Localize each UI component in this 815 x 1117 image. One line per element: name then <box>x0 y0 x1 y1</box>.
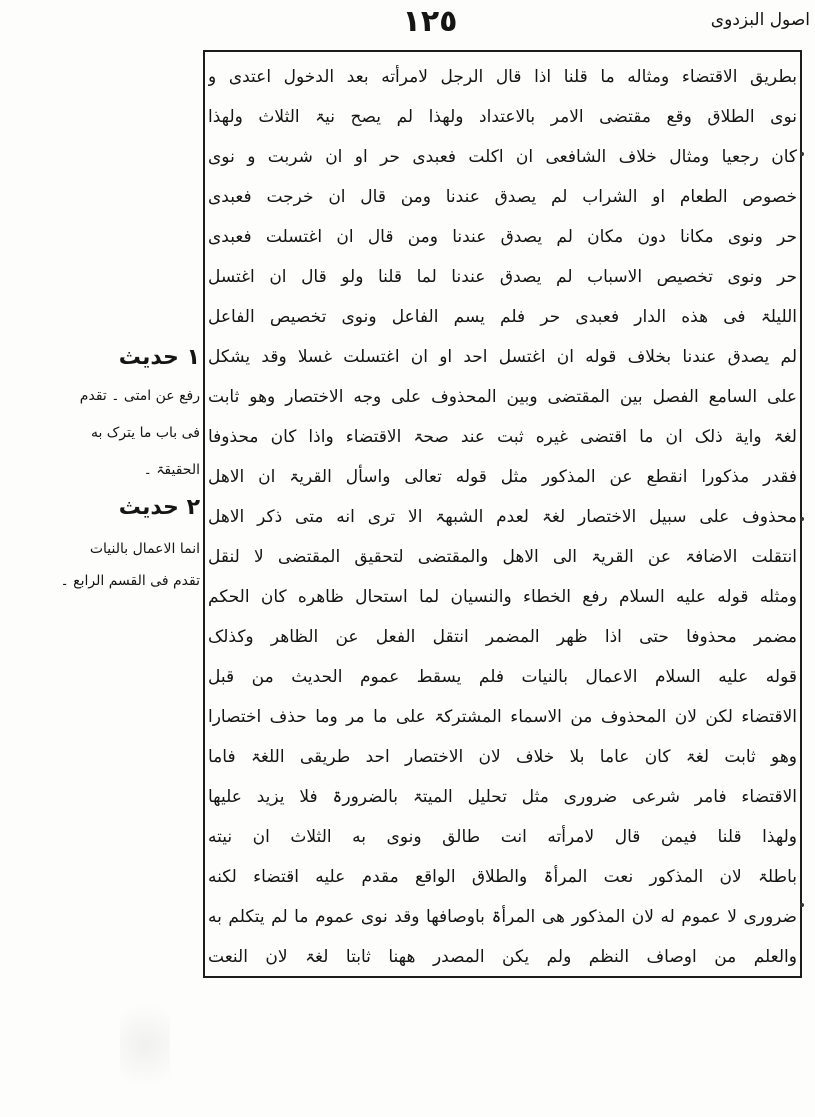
text-line: لم یصدق عندنا بخلاف قوله ان اغتسل احد او ان اغتسلت غسلا وقد یشکل <box>208 347 797 367</box>
text-line: محذوف علی سبیل الاختصار لغۃ لعدم الشبهۃ الا تری انه متی ذکر الاهل <box>208 507 797 527</box>
margin-note-line: تقدم فی القسم الرابع ۔ <box>60 573 200 589</box>
text-line: والعلم من اوصاف النظم ولم یکن المصدر ههنا ثابتا لغۃ لان النعت <box>208 947 797 967</box>
text-line: نوی الطلاق وقع مقتضی الامر بالاعتداد ولهذا لم یصح نیۃ الثلاث ولهذا <box>208 107 797 127</box>
text-line: حر ونوی تخصیص الاسباب لم یصدق عندنا لما قلنا ولو قال ان اغتسل <box>208 267 797 287</box>
text-line: وهو ثابت لغۃ کان عاما بلا خلاف لان الاختصار احد طریقی اللغۃ فاما <box>208 747 797 767</box>
text-line: مضمر محذوفا حتی اذا ظهر المضمر انتقل الفعل عن الظاهر وکذلک <box>208 627 797 647</box>
margin-note-heading: ٢ حدیث <box>118 495 200 520</box>
text-line: قوله علیه السلام الاعمال بالنیات فلم یسقط عموم الحدیث من قبل <box>208 667 797 687</box>
margin-note-line: رفع عن امتی ۔ تقدم <box>79 388 200 404</box>
margin-mark <box>800 152 804 156</box>
margin-mark <box>800 903 804 907</box>
text-line: حر ونوی مکانا دون مکان لم یصدق عندنا ومن قال ان اغتسلت فعبدی <box>208 227 797 247</box>
text-line: علی السامع الفصل بین المقتضی وبین المحذوف علی وجه الاختصار وهو ثابت <box>208 387 797 407</box>
text-line: ومثله قوله علیه السلام رفع الخطاء والنسیان لما استحال ظاهره کان الحکم <box>208 587 797 607</box>
text-line: بطریق الاقتضاء ومثاله ما قلنا اذا قال الرجل لامرأته بعد الدخول اعتدی و <box>208 67 797 87</box>
text-line: فقدر مذکورا انقطع عن المذکور مثل قوله تعالی واسأل القریۃ ان الاهل <box>208 467 797 487</box>
text-line: کان رجعیا ومثال خلاف الشافعی ان اکلت فعبدی حر او ان شربت و نوی <box>208 147 797 167</box>
margin-note-line: فی باب ما یترک به <box>90 425 200 441</box>
margin-mark <box>800 517 804 521</box>
text-line: انتقلت الاضافۃ عن القریۃ الی الاهل والمقتضی لتحقیق المقتضی لا لنقل <box>208 547 797 567</box>
margin-note-heading: ١ حدیث <box>118 345 200 370</box>
text-line: الاقتضاء لکن لان المحذوف من الاسماء المشترکۃ علی ما مر وما حذف اختصارا <box>208 707 797 727</box>
margin-note-line: الحقیقۃ ۔ <box>143 462 200 478</box>
text-line: ضروری لا عموم له لان المذکور هی المرأۃ باوصافها وقد نوی عموم ما لم یتکلم به <box>208 907 797 927</box>
paper-speckle <box>120 990 170 1100</box>
text-line: ولهذا قلنا فیمن قال لامرأته انت طالق ونوی به الثلاث ان نیته <box>208 827 797 847</box>
text-line: الاقتضاء فامر شرعی ضروری مثل تحلیل المیتۃ بالضرورۃ فلا یزید علیها <box>208 787 797 807</box>
book-title: اصول البزدوی <box>710 10 810 30</box>
text-line: باطلۃ لان المذکور نعت المرأۃ والطلاق الواقع مقدم علیه اقتضاء لکنه <box>208 867 797 887</box>
text-line: اللیلۃ فی هذه الدار فعبدی حر فلم یسم الفاعل ونوی تخصیص الفاعل <box>208 307 797 327</box>
margin-note-line: انما الاعمال بالنیات <box>89 541 200 557</box>
text-line: لغۃ وایة ذلک ان ما اقتضی غیره ثبت عند صحۃ الاقتضاء واذا کان محذوفا <box>208 427 797 447</box>
page-number: ١٢٥ <box>402 4 458 39</box>
text-line: خصوص الطعام او الشراب لم یصدق عندنا ومن قال ان خرجت فعبدی <box>208 187 797 207</box>
